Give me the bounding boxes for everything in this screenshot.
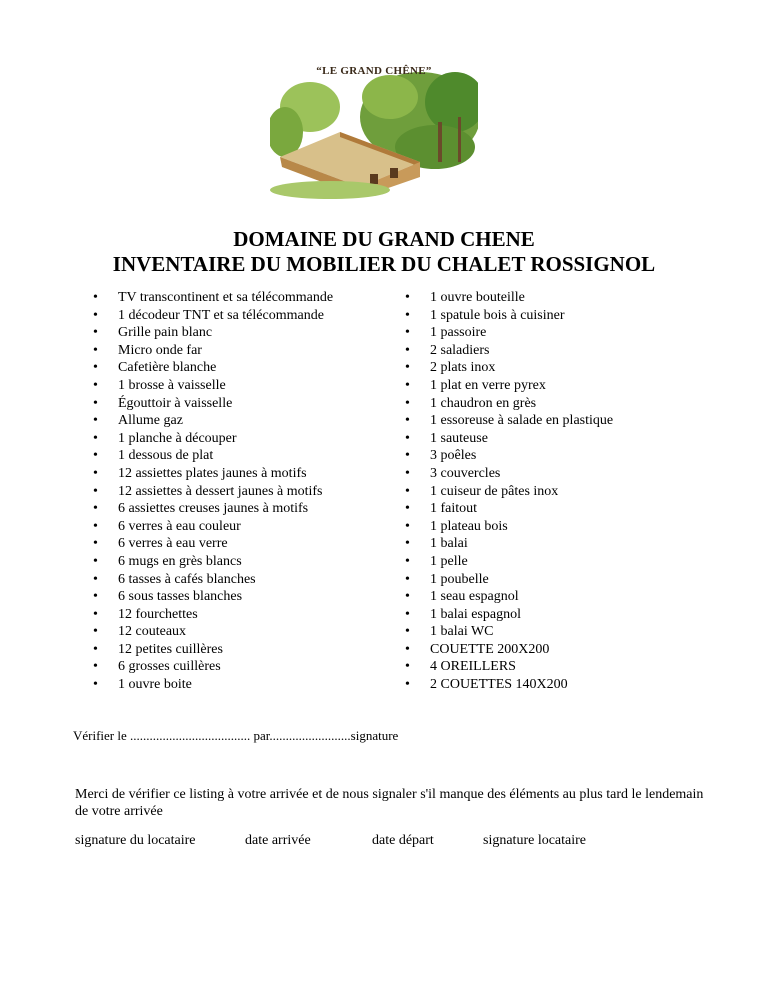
inventory-item: • Allume gaz bbox=[118, 412, 333, 430]
inventory-item: • 12 assiettes plates jaunes à motifs bbox=[118, 465, 333, 483]
inventory-item: • 6 mugs en grès blancs bbox=[118, 553, 333, 571]
inventory-item: • TV transcontinent et sa télécommande bbox=[118, 289, 333, 307]
inventory-item: • 1 plat en verre pyrex bbox=[430, 377, 613, 395]
inventory-item: • 2 COUETTES 140X200 bbox=[430, 676, 613, 694]
inventory-item: • 1 balai espagnol bbox=[430, 606, 613, 624]
inventory-list-left bbox=[118, 289, 333, 694]
inventory-item: • 2 plats inox bbox=[430, 359, 613, 377]
inventory-item: • 6 assiettes creuses jaunes à motifs bbox=[118, 500, 333, 518]
inventory-item: • 1 passoire bbox=[430, 324, 613, 342]
inventory-item: • 12 fourchettes bbox=[118, 606, 333, 624]
inventory-item: • Grille pain blanc bbox=[118, 324, 333, 342]
inventory-item: • 1 faitout bbox=[430, 500, 613, 518]
inventory-item: • 6 verres à eau verre bbox=[118, 535, 333, 553]
inventory-item: • 12 petites cuillères bbox=[118, 641, 333, 659]
inventory-item: • 3 poêles bbox=[430, 447, 613, 465]
inventory-item: • 1 cuiseur de pâtes inox bbox=[430, 483, 613, 501]
verify-line: Vérifier le ..................................... par.........................signature bbox=[73, 728, 399, 743]
departure-date-label: date départ bbox=[372, 833, 434, 848]
inventory-item: • 2 saladiers bbox=[430, 342, 613, 360]
instruction-note: Merci de vérifier ce listing à votre arrivée et de nous signaler s'il manque des éléments au plus tard le lendemain de votre arrivée bbox=[75, 787, 704, 819]
inventory-list-right bbox=[430, 289, 613, 694]
inventory-item: • 1 essoreuse à salade en plastique bbox=[430, 412, 613, 430]
inventory-item: • 12 couteaux bbox=[118, 623, 333, 641]
inventory-item: • 1 sauteuse bbox=[430, 430, 613, 448]
inventory-item: • 1 poubelle bbox=[430, 571, 613, 589]
inventory-item: • 1 chaudron en grès bbox=[430, 395, 613, 413]
inventory-item: • 6 tasses à cafés blanches bbox=[118, 571, 333, 589]
chalet-drawing-icon bbox=[270, 62, 478, 200]
inventory-item: • Cafetière blanche bbox=[118, 359, 333, 377]
inventory-item: • COUETTE 200X200 bbox=[430, 641, 613, 659]
inventory-item: • Égouttoir à vaisselle bbox=[118, 395, 333, 413]
arrival-date-label: date arrivée bbox=[245, 833, 311, 848]
inventory-item: • 4 OREILLERS bbox=[430, 658, 613, 676]
document-title: DOMAINE DU GRAND CHENE bbox=[233, 227, 535, 251]
inventory-item: • 3 couvercles bbox=[430, 465, 613, 483]
inventory-item: • 1 balai WC bbox=[430, 623, 613, 641]
tenant-signature-label: signature du locataire bbox=[75, 833, 196, 848]
inventory-item: • 1 balai bbox=[430, 535, 613, 553]
inventory-item: • 1 décodeur TNT et sa télécommande bbox=[118, 307, 333, 325]
inventory-item: • 12 assiettes à dessert jaunes à motifs bbox=[118, 483, 333, 501]
logo-caption: “LE GRAND CHÊNE” bbox=[316, 65, 432, 77]
inventory-item: • 1 ouvre bouteille bbox=[430, 289, 613, 307]
inventory-item: • 1 seau espagnol bbox=[430, 588, 613, 606]
inventory-item: • Micro onde far bbox=[118, 342, 333, 360]
chalet-illustration bbox=[270, 62, 478, 200]
inventory-item: • 6 grosses cuillères bbox=[118, 658, 333, 676]
document-subtitle: INVENTAIRE DU MOBILIER DU CHALET ROSSIGNOL bbox=[112, 252, 656, 276]
inventory-item: • 1 pelle bbox=[430, 553, 613, 571]
inventory-item: • 1 plateau bois bbox=[430, 518, 613, 536]
inventory-item: • 1 dessous de plat bbox=[118, 447, 333, 465]
inventory-item: • 6 sous tasses blanches bbox=[118, 588, 333, 606]
inventory-item: • 1 ouvre boite bbox=[118, 676, 333, 694]
inventory-item: • 1 planche à découper bbox=[118, 430, 333, 448]
inventory-item: • 6 verres à eau couleur bbox=[118, 518, 333, 536]
inventory-item: • 1 brosse à vaisselle bbox=[118, 377, 333, 395]
tenant-signature-label-2: signature locataire bbox=[483, 833, 587, 848]
inventory-item: • 1 spatule bois à cuisiner bbox=[430, 307, 613, 325]
